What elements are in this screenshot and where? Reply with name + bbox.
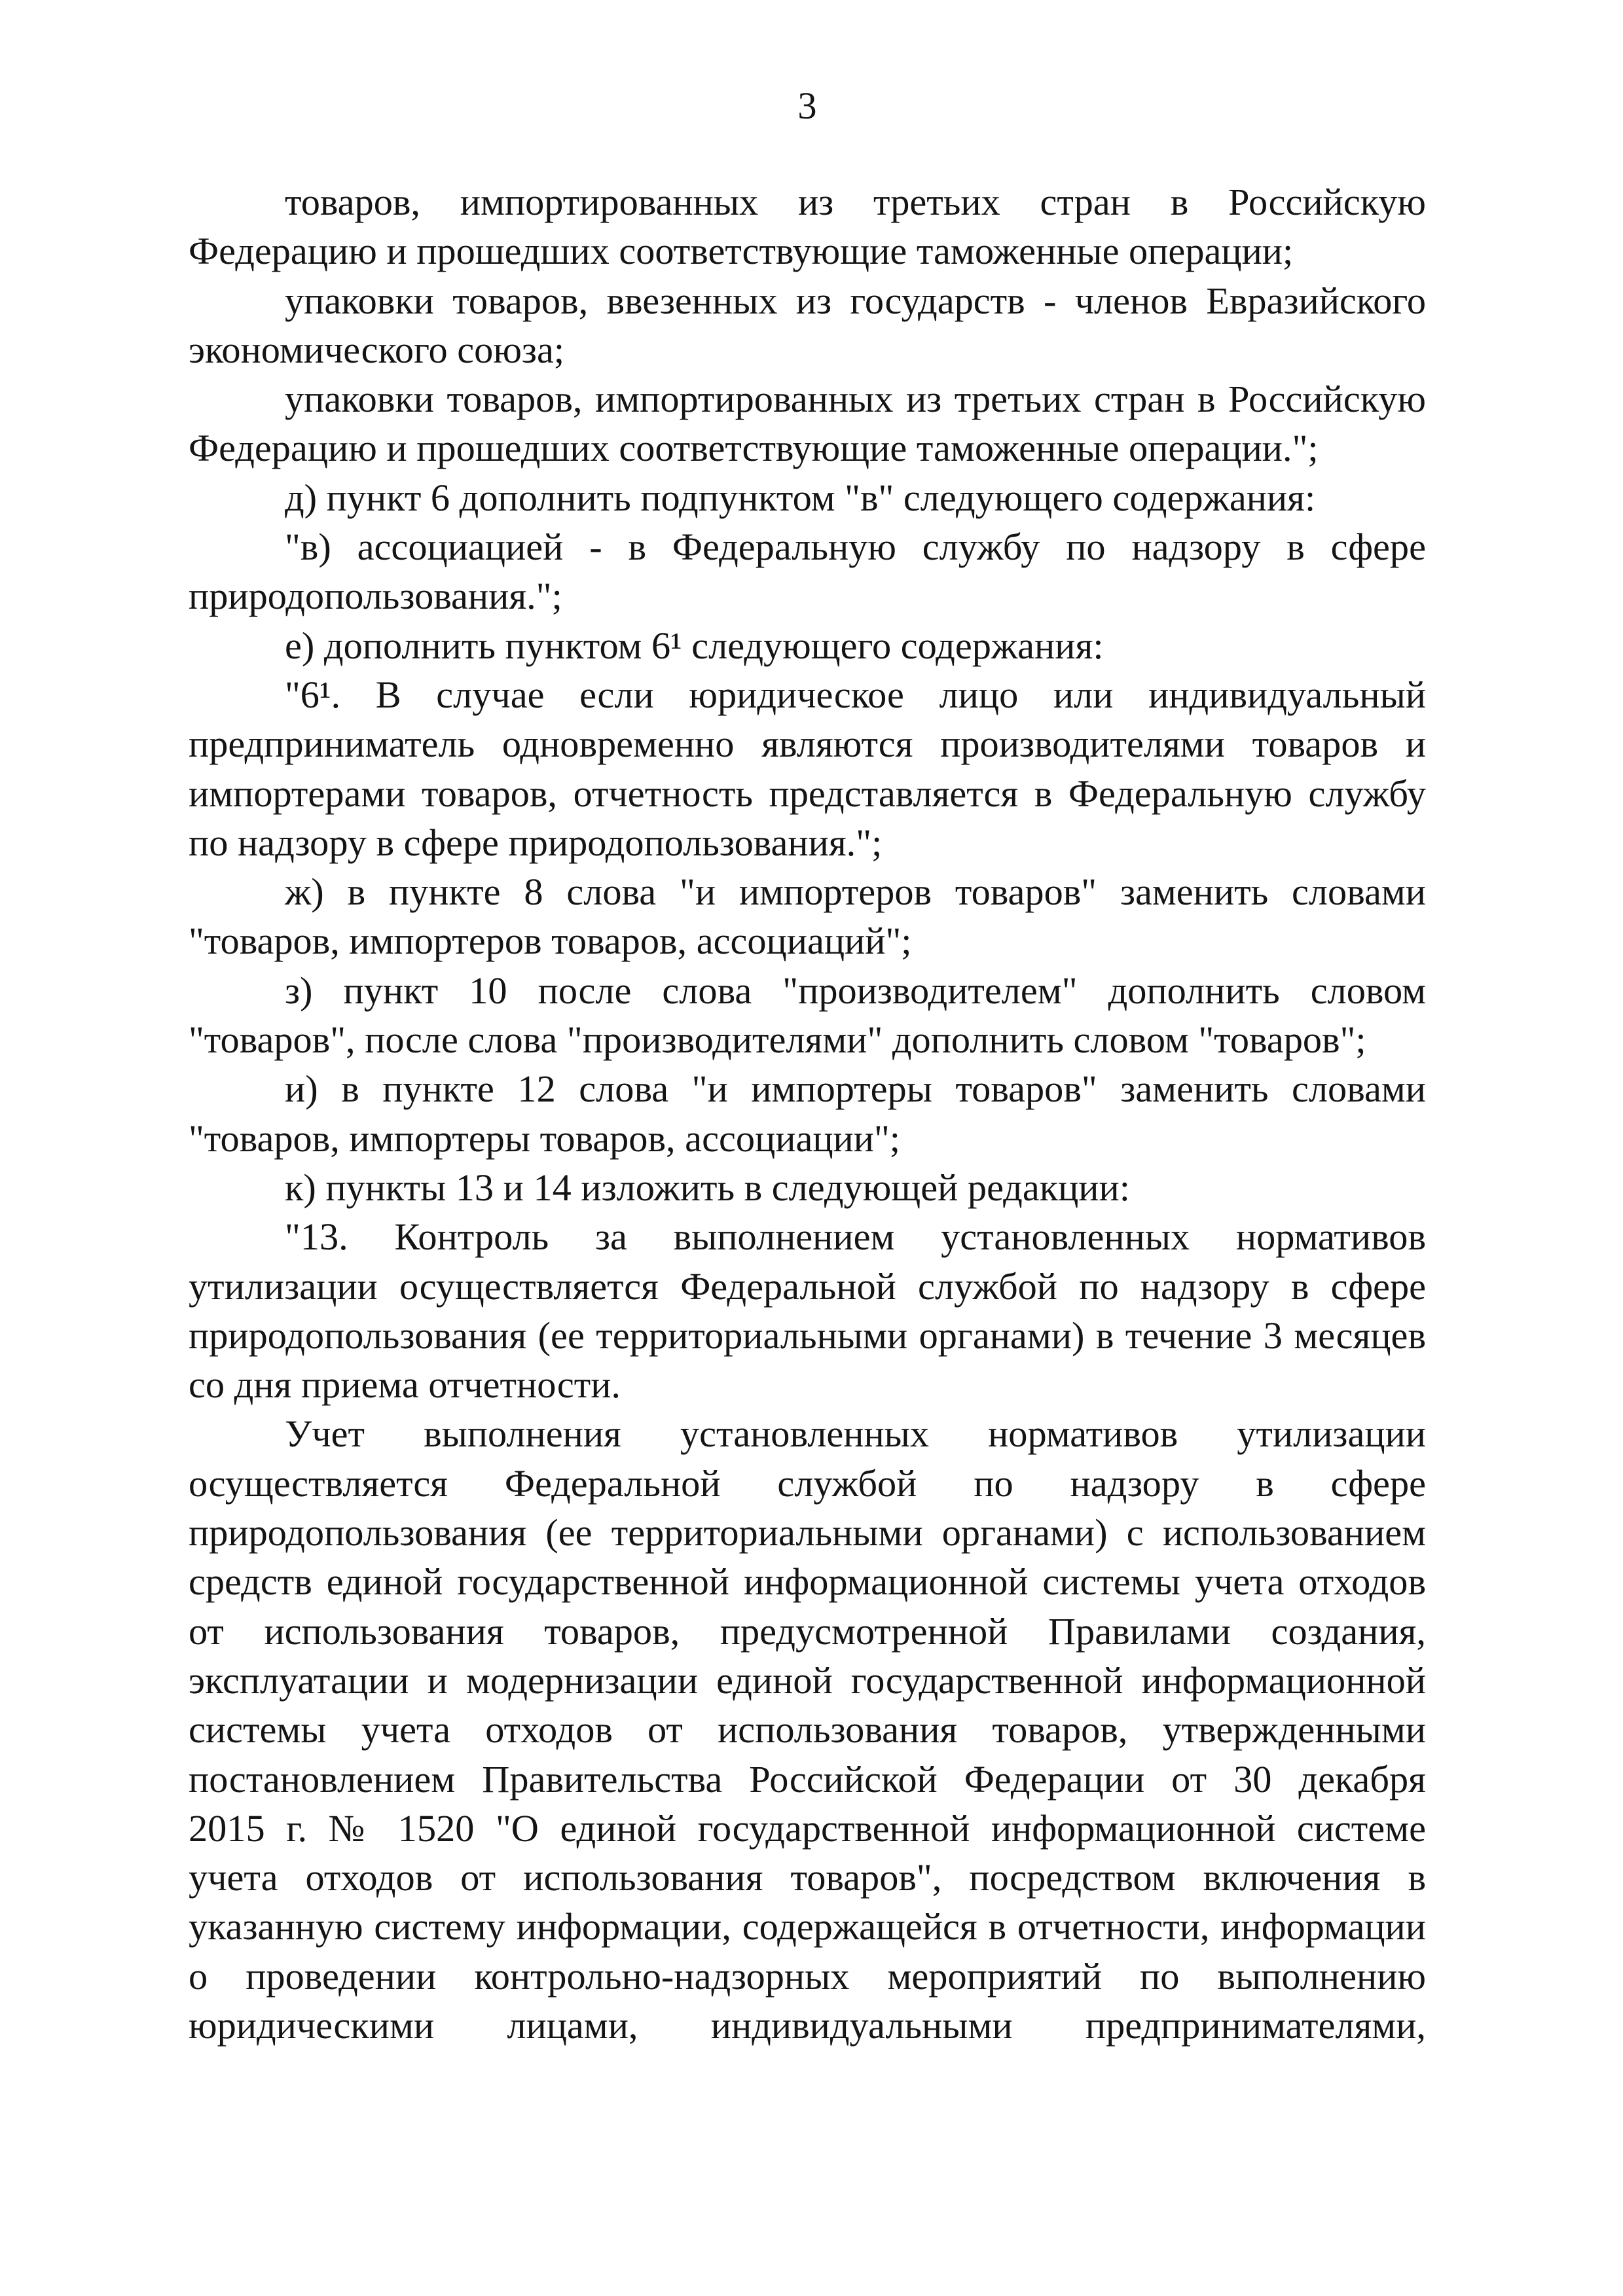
text-line: со дня приема отчетности.	[189, 1363, 621, 1407]
text-line: природопользования (ее территориальными органами) в течение 3 месяцев	[189, 1314, 1426, 1357]
text-line: е) дополнить пунктом 6¹ следующего содержания:	[285, 624, 1104, 667]
text-line: д) пункт 6 дополнить подпунктом "в" следующего содержания:	[285, 476, 1316, 519]
text-line: "13. Контроль за выполнением установленных нормативов	[285, 1215, 1426, 1259]
page-number: 3	[797, 84, 817, 127]
text-line: системы учета отходов от использования товаров, утвержденными	[189, 1708, 1426, 1751]
text-line: от использования товаров, предусмотренной Правилами создания,	[189, 1609, 1426, 1653]
text-line: средств единой государственной информационной системы учета отходов	[189, 1560, 1426, 1604]
clause-13-accounting	[189, 1409, 1426, 2050]
text-line: товаров, импортированных из третьих стран в Российскую	[285, 181, 1426, 223]
text-line: упаковки товаров, ввезенных из государств - членов Евразийского	[285, 279, 1426, 322]
text-line: осуществляется Федеральной службой по надзору в сфере	[189, 1462, 1426, 1505]
text-line: "товаров, импортеров товаров, ассоциаций";	[189, 920, 912, 963]
amendment-e	[189, 621, 1426, 670]
text-line: з) пункт 10 после слова "производителем" дополнить словом	[285, 969, 1426, 1012]
text-line: юридическими лицами, индивидуальными предпринимателями,	[189, 2003, 1426, 2047]
list-item-imported-goods	[189, 177, 1426, 276]
text-line: к) пункты 13 и 14 изложить в следующей редакции:	[285, 1166, 1130, 1209]
text-line: импортерами товаров, отчетность представляется в Федеральную службу	[189, 772, 1426, 815]
amendment-z	[189, 966, 1426, 1065]
list-item-packaging-imported-goods	[189, 374, 1426, 473]
text-line: о проведении контрольно-надзорных мероприятий по выполнению	[189, 1954, 1426, 1998]
text-line: "6¹. В случае если юридическое лицо или индивидуальный	[285, 673, 1426, 716]
text-line: по надзору в сфере природопользования.";	[189, 821, 883, 864]
list-item-packaging-eaeu-goods	[189, 276, 1426, 375]
text-line: ж) в пункте 8 слова "и импортеров товаров" заменить словами	[285, 870, 1426, 914]
text-line: "в) ассоциацией - в Федеральную службу по надзору в сфере	[285, 526, 1426, 569]
text-line: природопользования (ее территориальными органами) с использованием	[189, 1511, 1426, 1554]
text-line: Федерацию и прошедших соответствующие таможенные операции;	[189, 230, 1294, 273]
text-line: Федерацию и прошедших соответствующие таможенные операции.";	[189, 427, 1319, 470]
amendment-zh	[189, 867, 1426, 966]
text-line: учета отходов от использования товаров", посредством включения в	[189, 1856, 1426, 1899]
clause-13	[189, 1212, 1426, 1409]
text-line: природопользования.";	[189, 575, 562, 618]
text-line: утилизации осуществляется Федеральной службой по надзору в сфере	[189, 1265, 1426, 1308]
amendment-d	[189, 473, 1426, 522]
text-line: 2015 г. № 1520 "О единой государственной информационной системе	[189, 1806, 1426, 1850]
clause-6-1	[189, 670, 1426, 867]
text-line: "товаров", после слова "производителями" дополнить словом "товаров";	[189, 1018, 1366, 1062]
text-line: и) в пункте 12 слова "и импортеры товаров" заменить словами	[285, 1067, 1426, 1111]
text-line: упаковки товаров, импортированных из третьих стран в Российскую	[285, 378, 1426, 421]
clause-v-association	[189, 522, 1426, 621]
text-line: Учет выполнения установленных нормативов утилизации	[285, 1412, 1426, 1456]
text-line: указанную систему информации, содержащейся в отчетности, информации	[189, 1905, 1426, 1948]
text-line: постановлением Правительства Российской Федерации от 30 декабря	[189, 1757, 1426, 1801]
amendment-i	[189, 1064, 1426, 1163]
text-line: "товаров, импортеры товаров, ассоциации";	[189, 1117, 900, 1160]
text-line: предприниматель одновременно являются производителями товаров и	[189, 723, 1426, 766]
document-body	[189, 177, 1426, 2050]
amendment-k	[189, 1163, 1426, 1212]
text-line: экономического союза;	[189, 328, 565, 371]
text-line: эксплуатации и модернизации единой государственной информационной	[189, 1659, 1426, 1702]
